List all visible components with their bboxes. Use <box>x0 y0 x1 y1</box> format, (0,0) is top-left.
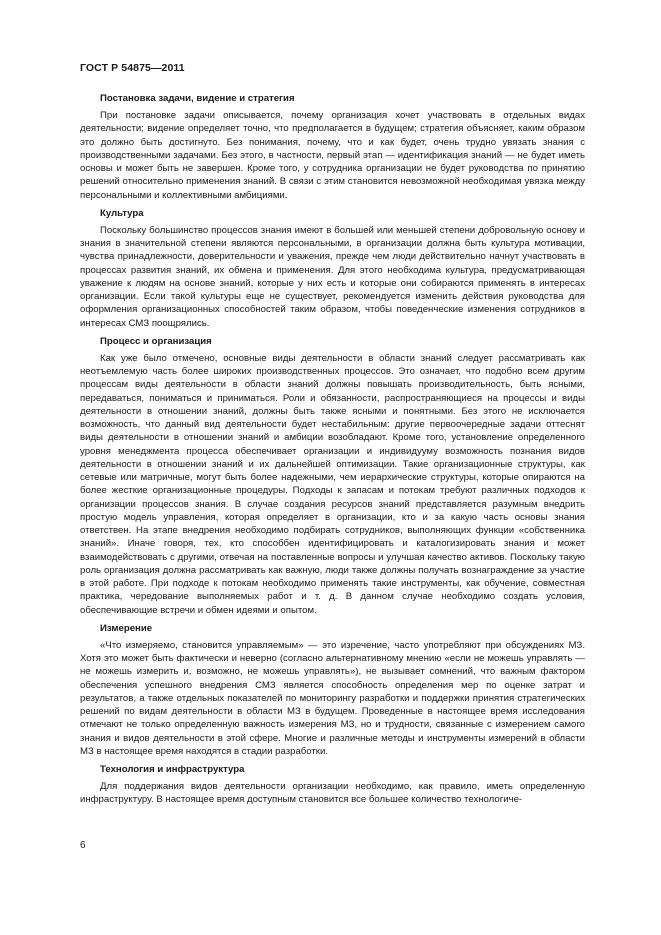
section-paragraph: Как уже было отмечено, основные виды деятельности в области знаний следует рассматривать как неотъемлемую часть более широких производственных процессов. Это означает, что подобно всем другим процессам виды деятельности в области знаний должны повышать производительность, быть ясными, передаваться, пониматься и приниматься. Роли и обязанности, распространяющиеся на процессы и виды деятельности в отношении знаний, должны быть также ясными и понятными. Без этого не исключается возможность, что данный вид деятельности будет нестабильным: другие первоочередные задачи оттеснят виды деятельности в отношении знаний и амбиции возобладают. Кроме того, установление определенного уровня менеджмента процесса обеспечивает организации и индивидууму возможность познания видов деятельности в отношении знаний и их дальнейшей оптимизации. Такие организационные структуры, как сетевые или матричные, могут быть более надежными, чем иерархические структуры, которые опираются на более жесткие организационные процедуры. Подходы к запасам и потокам требуют различных подходов к организации процессов знания. В случае создания ресурсов знаний представляется разумным внедрить простую модель управления, которая определяет в организации, кто и за какую часть основы знания ответствен. На этапе внедрения необходимо подбирать сотрудников, выполняющих функции «собственника знаний». Иначе говоря, тех, кто способбен идентифицировать и каталогизировать знания и может взаимодействовать с другими, отвечая на поставленные вопросы и улучшая качество активов. Поскольку такую роль организация должна рассматривать как важную, люди также должны получать вознаграждение за участие в этой работе. При подходе к потокам необходимо применять такие инструменты, как обучение, совместная практика, чередование выполняемых работ и т. д. В данном случае необходимо создать условия, обеспечивающие встречи и обмен идеями и опытом. <box>80 352 585 616</box>
section-technology <box>80 763 585 807</box>
section-heading: Постановка задачи, видение и стратегия <box>100 93 295 104</box>
section-heading: Технология и инфраструктура <box>100 764 245 775</box>
section-strategy <box>80 92 585 202</box>
section-paragraph: Поскольку большинство процессов знания имеют в большей или меньшей степени добровольную основу и знания в значительной степени являются персональными, в организации должна быть культура мотивации, чувства принадлежности, доверительности и уважения, прежде чем люди действительно начнут участвовать в процессах развития знаний, их обмена и применения. Для этого необходима культура, предусматривающая уважение к людям на основе знаний, которые у них есть и которые они собираются применять в интересах организации. Если такой культуры еще не существует, рекомендуется изменить действия руководства для оформления организационных способностей таким образом, чтобы поведенческие изменения сотрудников в интересах СМЗ поощрялись. <box>80 224 585 329</box>
standard-designation: ГОСТ Р 54875—2011 <box>80 62 185 74</box>
section-measurement <box>80 622 585 758</box>
section-heading: Процесс и организация <box>100 335 212 347</box>
section-paragraph: «Что измеряемо, становится управляемым» — это изречение, часто употребляют при обсуждениях МЗ. Хотя это может быть фактически и неверно (согласно альтернативному мнению «если не можешь управлять — не можешь измерить и, возможно, не можешь управлять»), не вызывает сомнений, что важным фактором обеспечения успешного внедрения СМЗ является способность определения мер по оценке затрат и результатов, а также отдельных показателей по мониторингу разработки и поддержки принятия стратегических решений по видам деятельности в области МЗ в будущем. Проведенные в настоящее время исследования отмечают не только определенную важность измерения МЗ, но и трудности, связанные с измерением самого знания и видов деятельности в этой сфере. Многие и различные методы и инструменты измерений в области МЗ в настоящее время находятся в стадии разработки. <box>80 639 585 757</box>
section-culture <box>80 207 585 330</box>
section-heading: Измерение <box>100 622 153 634</box>
section-paragraph: Для поддержания видов деятельности организации необходимо, как правило, иметь определенную инфраструктуру. В настоящее время доступным становится все большее количество технологиче- <box>80 781 585 806</box>
section-paragraph: При постановке задачи описывается, почему организация хочет участвовать в отдельных видах деятельности; видение определяет точно, что предполагается в будущем; стратегия объясняет, каким образом это должно быть достигнуто. Без понимания, почему, что и как будет, очень трудно увязать знания с производственными задачами. Без этого, в частности, первый этап — идентификация знаний — не будет иметь основы и может быть не завершен. Кроме того, у сотрудника организации не будет руководства по принятию решений относительно применения знаний. В связи с этим становится невозможной необходимая увязка между персональными и коллективными амбициями. <box>80 110 585 201</box>
page-number: 6 <box>80 840 86 851</box>
section-process <box>80 335 585 617</box>
page-body <box>80 92 585 812</box>
section-heading: Культура <box>100 207 144 219</box>
